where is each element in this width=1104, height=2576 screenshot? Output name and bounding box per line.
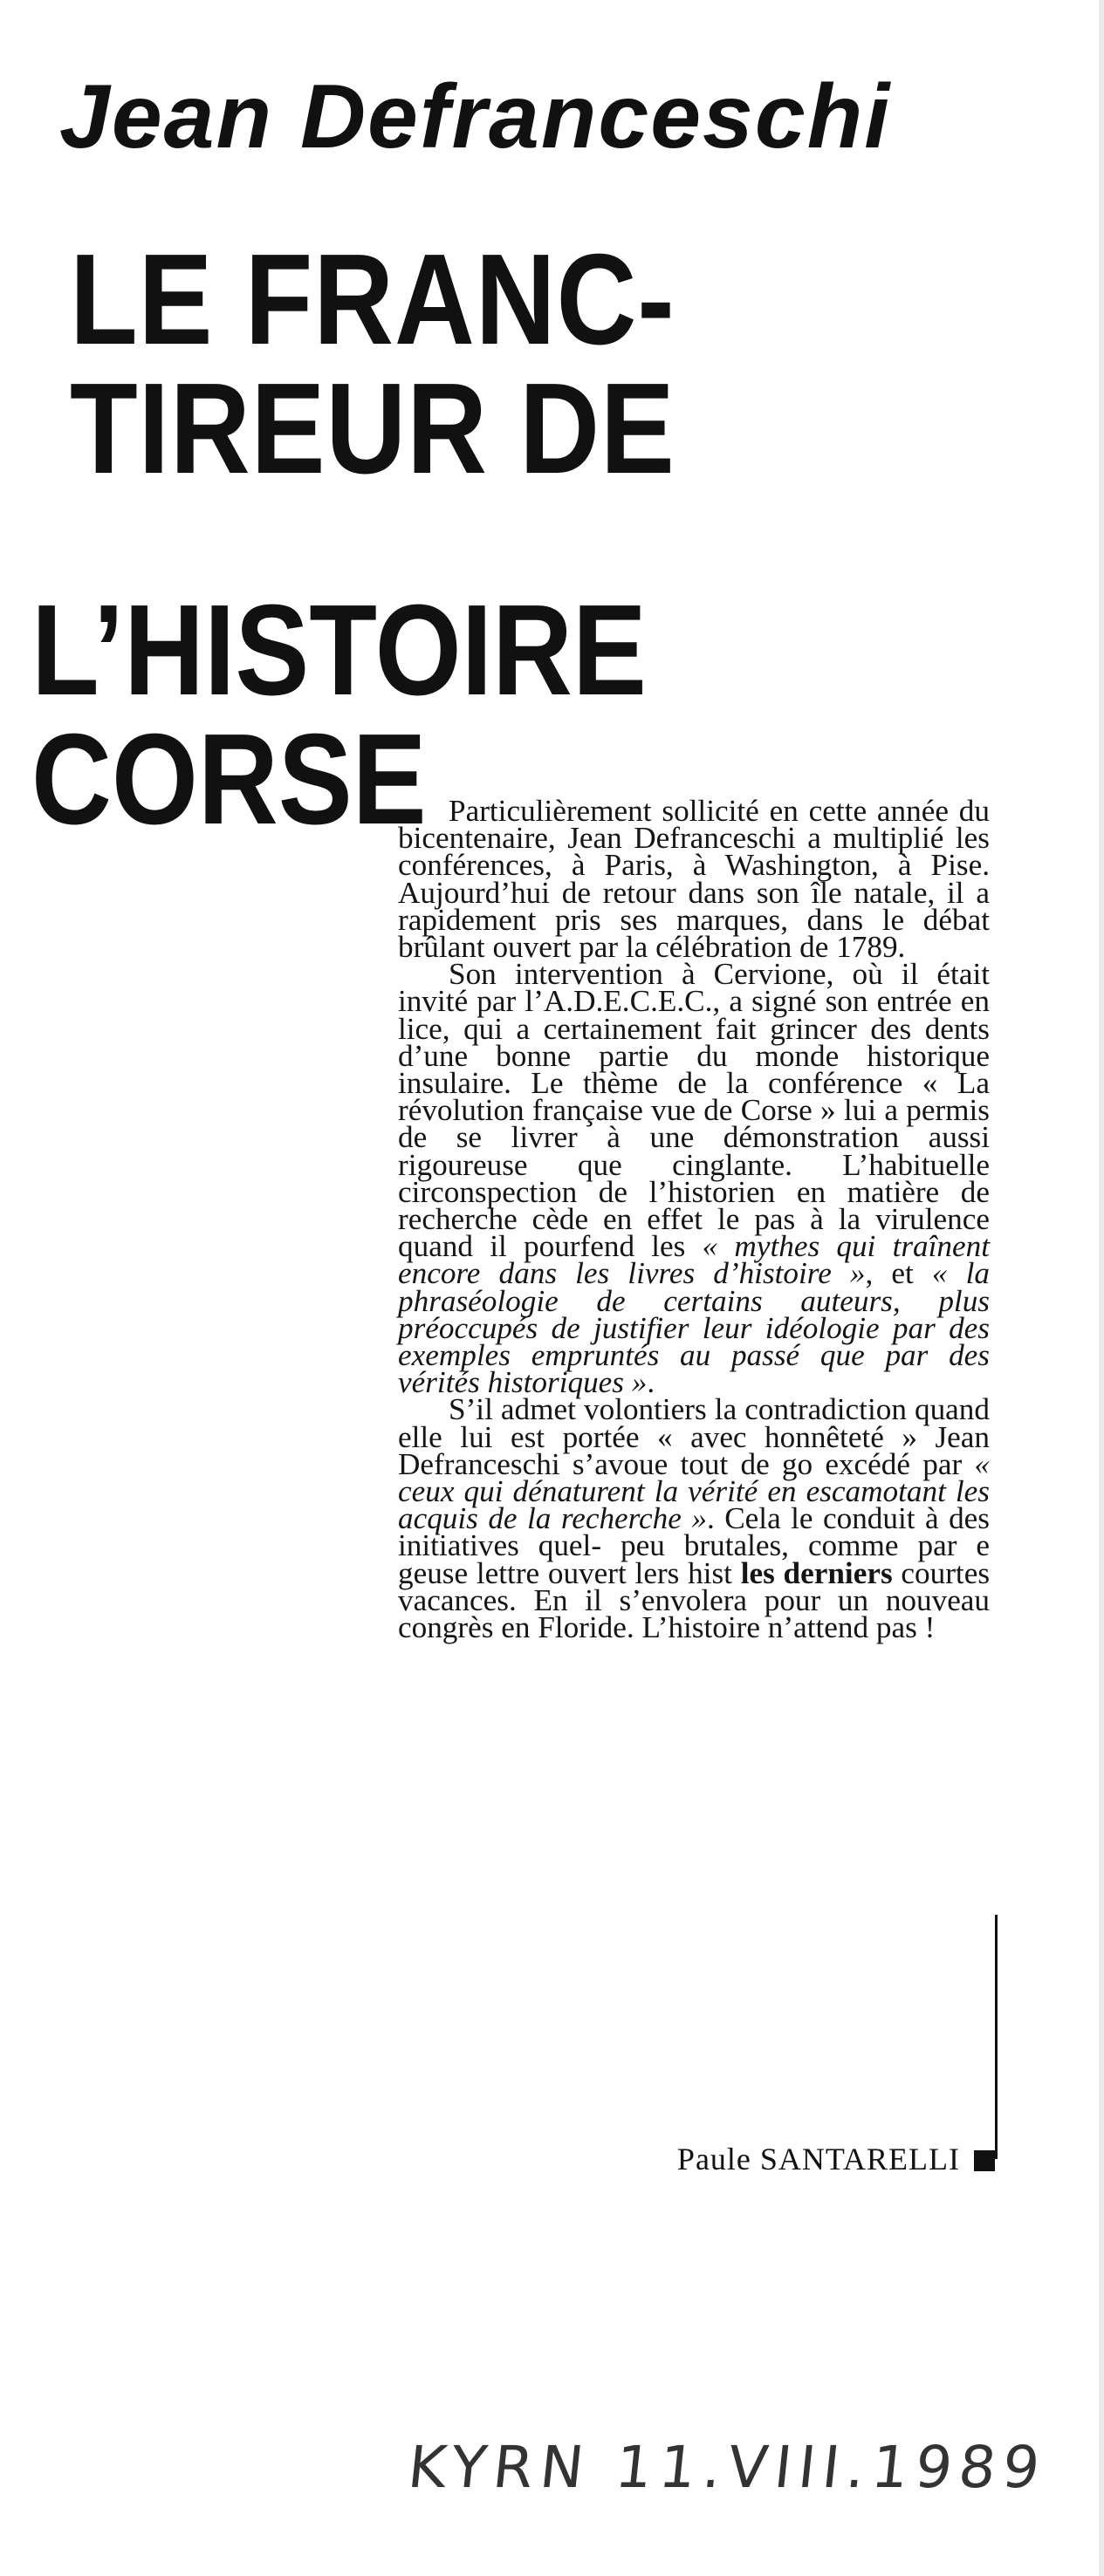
handwritten-source-note: KYRN 11.VIII.1989 (404, 2434, 1050, 2501)
headline-line-1: LE FRANC-TIREUR DE (70, 228, 675, 501)
quote-3: « ceux qui dénaturent la vérité en escamotant les acquis de la recherche » (398, 1446, 991, 1536)
paragraph-3: S’il admet volontiers la contradiction quand elle lui est portée « avec honnêteté » Jean Defranceschi s’avoue tout de go excédé par « ceux qui dénaturent la vérité en escamotant les acquis de la recherche ». Cela le conduit à des initiatives quel- peu brutales, comme par e geuse lettre ouvert lers hist les derniers courtes vacances. En il s’envolera pour un nouveau congrès en Floride. L’histoire n’attend pas ! (398, 1392, 991, 1645)
article-kicker: Jean Defranceschi (59, 66, 892, 167)
end-mark-square (974, 2150, 995, 2171)
scan-edge (1099, 0, 1104, 2576)
paragraph-2: Son intervention à Cervione, où il était invité par l’A.D.E.C.E.C., a signé son entrée en lice, qui a certainement fait grincer des dents d’une bonne partie du monde historique insulaire. Le thème de la conférence « La révolution française vue de Corse » lui a permis de se livrer à une démonstration aussi rigoureuse que cinglante. L’habituelle circonspection de l’historien en matière de recherche cède en effet le pas à la virulence quand il pourfend les « mythes qui traînent encore dans les livres d’histoire », et « la phraséologie de certains auteurs, plus préoccupés de justifier leur idéologie par des exemples empruntés au passé que par des vérités historiques ». (398, 957, 990, 1400)
quote-1: « mythes qui traînent encore dans les livres d’histoire » (398, 1229, 990, 1291)
column-rule (995, 1915, 998, 2159)
article-body (398, 794, 991, 1645)
paragraph-1: Particulièrement sollicité en cette année du bicentenaire, Jean Defranceschi a multiplié les conférences, à Paris, à Washington, à Pise. Aujourd’hui de retour dans son île natale, il a rapidement pris ses marques, dans le débat brûlant ouvert par la célébration de 1789. (398, 794, 990, 965)
headline-line-2: L’HISTOIRE CORSE (31, 578, 647, 851)
fragment-tail-3: il s’envolera pour un nouveau congrès en Floride. L’histoire n’attend pas ! (398, 1582, 991, 1645)
quote-2: « la phraséologie de certains auteurs, plus préoccupés de justifier leur idéologie par des exemples empruntés au passé que par des vérités historiques » (398, 1256, 990, 1400)
damaged-fragment: Cela le conduit à des initiatives quel- peu brutales, comme par e geuse lettre ouvert lers hist (398, 1501, 990, 1590)
fragment-tail-1: les derniers (740, 1555, 893, 1590)
byline: Paule SANTARELLI (611, 2141, 995, 2177)
fragment-tail-2: courtes vacances. En (398, 1555, 991, 1617)
